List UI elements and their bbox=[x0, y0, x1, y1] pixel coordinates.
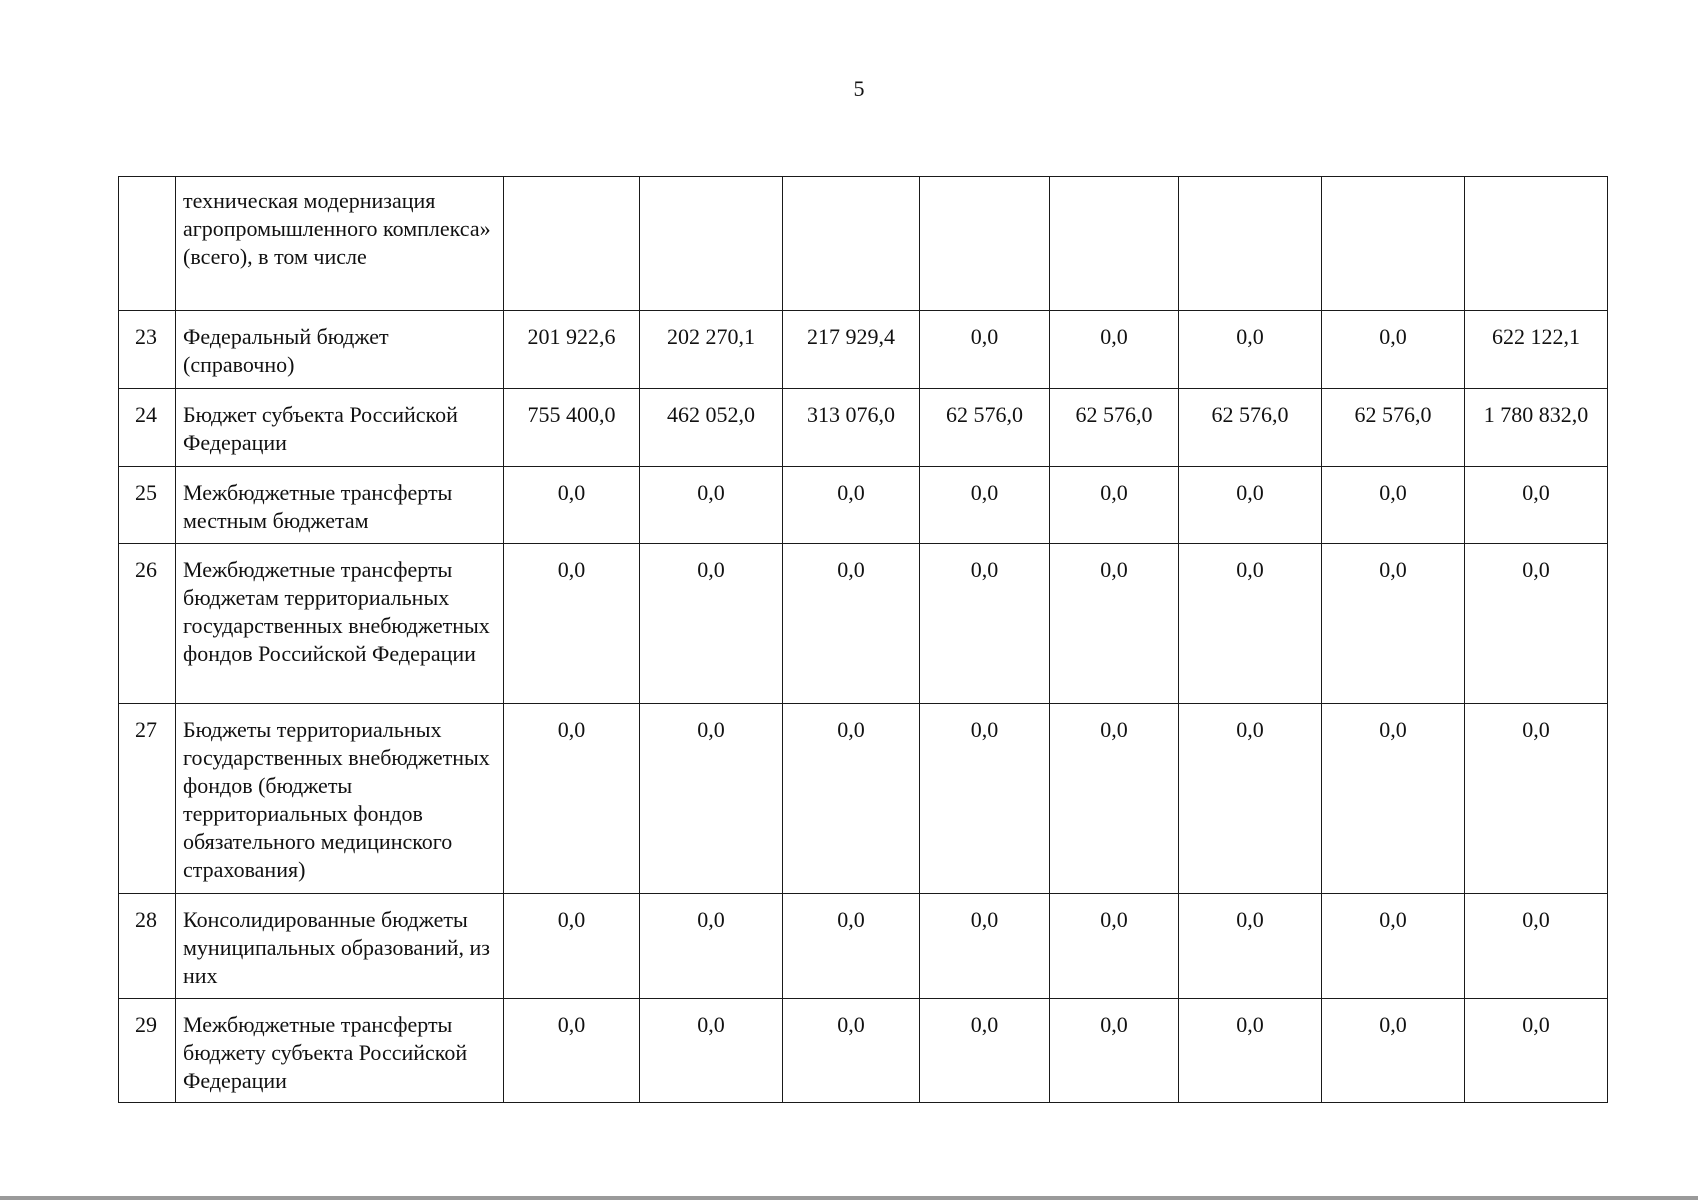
row-number: 24 bbox=[119, 389, 176, 467]
scan-edge-divider bbox=[0, 1196, 1698, 1200]
value-cell: 0,0 bbox=[1322, 894, 1465, 999]
table-row bbox=[119, 389, 1608, 467]
value-cell: 1 780 832,0 bbox=[1465, 389, 1608, 467]
row-number bbox=[119, 177, 176, 311]
value-cell: 0,0 bbox=[1179, 894, 1322, 999]
table-row bbox=[119, 894, 1608, 999]
value-cell: 62 576,0 bbox=[1322, 389, 1465, 467]
value-cell: 0,0 bbox=[640, 467, 783, 544]
value-cell: 0,0 bbox=[1322, 311, 1465, 389]
value-cell: 62 576,0 bbox=[1050, 389, 1179, 467]
value-cell: 0,0 bbox=[1465, 467, 1608, 544]
value-cell: 0,0 bbox=[1050, 311, 1179, 389]
table-row-continuation bbox=[119, 177, 1608, 311]
table-row bbox=[119, 544, 1608, 704]
value-cell: 0,0 bbox=[920, 999, 1050, 1103]
budget-table bbox=[118, 176, 1608, 1103]
value-cell: 62 576,0 bbox=[920, 389, 1050, 467]
value-cell: 0,0 bbox=[640, 704, 783, 894]
value-cell: 0,0 bbox=[783, 467, 920, 544]
value-cell: 0,0 bbox=[1322, 544, 1465, 704]
table-row bbox=[119, 311, 1608, 389]
row-label: Межбюджетные трансферты бюджетам территориальных государственных внебюджетных фондов Российской Федерации bbox=[176, 544, 504, 704]
value-cell: 62 576,0 bbox=[1179, 389, 1322, 467]
value-cell: 0,0 bbox=[640, 894, 783, 999]
value-cell: 0,0 bbox=[1465, 544, 1608, 704]
value-cell: 0,0 bbox=[1179, 544, 1322, 704]
table-row bbox=[119, 704, 1608, 894]
value-cell: 622 122,1 bbox=[1465, 311, 1608, 389]
value-cell: 0,0 bbox=[1465, 999, 1608, 1103]
row-label: Бюджет субъекта Российской Федерации bbox=[176, 389, 504, 467]
value-cell: 0,0 bbox=[783, 894, 920, 999]
row-label: Консолидированные бюджеты муниципальных образований, из них bbox=[176, 894, 504, 999]
value-cell: 0,0 bbox=[1322, 999, 1465, 1103]
value-cell: 0,0 bbox=[920, 467, 1050, 544]
row-number: 26 bbox=[119, 544, 176, 704]
value-cell: 0,0 bbox=[1465, 704, 1608, 894]
value-cell: 0,0 bbox=[920, 894, 1050, 999]
value-cell: 217 929,4 bbox=[783, 311, 920, 389]
row-number: 28 bbox=[119, 894, 176, 999]
row-number: 25 bbox=[119, 467, 176, 544]
value-cell: 0,0 bbox=[783, 999, 920, 1103]
value-cell: 0,0 bbox=[920, 704, 1050, 894]
value-cell: 0,0 bbox=[1179, 704, 1322, 894]
row-number: 29 bbox=[119, 999, 176, 1103]
value-cell: 0,0 bbox=[1322, 467, 1465, 544]
value-cell: 0,0 bbox=[504, 894, 640, 999]
table-row bbox=[119, 467, 1608, 544]
value-cell: 0,0 bbox=[640, 544, 783, 704]
value-cell: 0,0 bbox=[1050, 467, 1179, 544]
row-number: 23 bbox=[119, 311, 176, 389]
value-cell: 0,0 bbox=[1322, 704, 1465, 894]
value-cell: 0,0 bbox=[504, 999, 640, 1103]
value-cell: 0,0 bbox=[1050, 894, 1179, 999]
value-cell: 313 076,0 bbox=[783, 389, 920, 467]
row-number: 27 bbox=[119, 704, 176, 894]
value-cell: 0,0 bbox=[920, 544, 1050, 704]
row-label: Межбюджетные трансферты местным бюджетам bbox=[176, 467, 504, 544]
value-cell: 0,0 bbox=[783, 544, 920, 704]
row-label: Бюджеты территориальных государственных внебюджетных фондов (бюджеты территориальных фондов обязательного медицинского страхования) bbox=[176, 704, 504, 894]
value-cell: 0,0 bbox=[1050, 544, 1179, 704]
value-cell: 0,0 bbox=[1179, 311, 1322, 389]
page-number: 5 bbox=[853, 76, 865, 101]
value-cell: 0,0 bbox=[504, 544, 640, 704]
value-cell: 0,0 bbox=[1465, 894, 1608, 999]
value-cell: 462 052,0 bbox=[640, 389, 783, 467]
value-cell: 0,0 bbox=[783, 704, 920, 894]
value-cell: 201 922,6 bbox=[504, 311, 640, 389]
value-cell: 0,0 bbox=[1179, 999, 1322, 1103]
row-label: Межбюджетные трансферты бюджету субъекта Российской Федерации bbox=[176, 999, 504, 1103]
value-cell: 0,0 bbox=[504, 704, 640, 894]
value-cell: 0,0 bbox=[920, 311, 1050, 389]
table-row bbox=[119, 999, 1608, 1103]
value-cell: 202 270,1 bbox=[640, 311, 783, 389]
row-label: Федеральный бюджет (справочно) bbox=[176, 311, 504, 389]
row-label: техническая модернизация агропромышленного комплекса» (всего), в том числе bbox=[176, 177, 504, 311]
value-cell: 0,0 bbox=[504, 467, 640, 544]
value-cell: 0,0 bbox=[1179, 467, 1322, 544]
value-cell: 755 400,0 bbox=[504, 389, 640, 467]
value-cell: 0,0 bbox=[1050, 999, 1179, 1103]
value-cell: 0,0 bbox=[1050, 704, 1179, 894]
value-cell: 0,0 bbox=[640, 999, 783, 1103]
